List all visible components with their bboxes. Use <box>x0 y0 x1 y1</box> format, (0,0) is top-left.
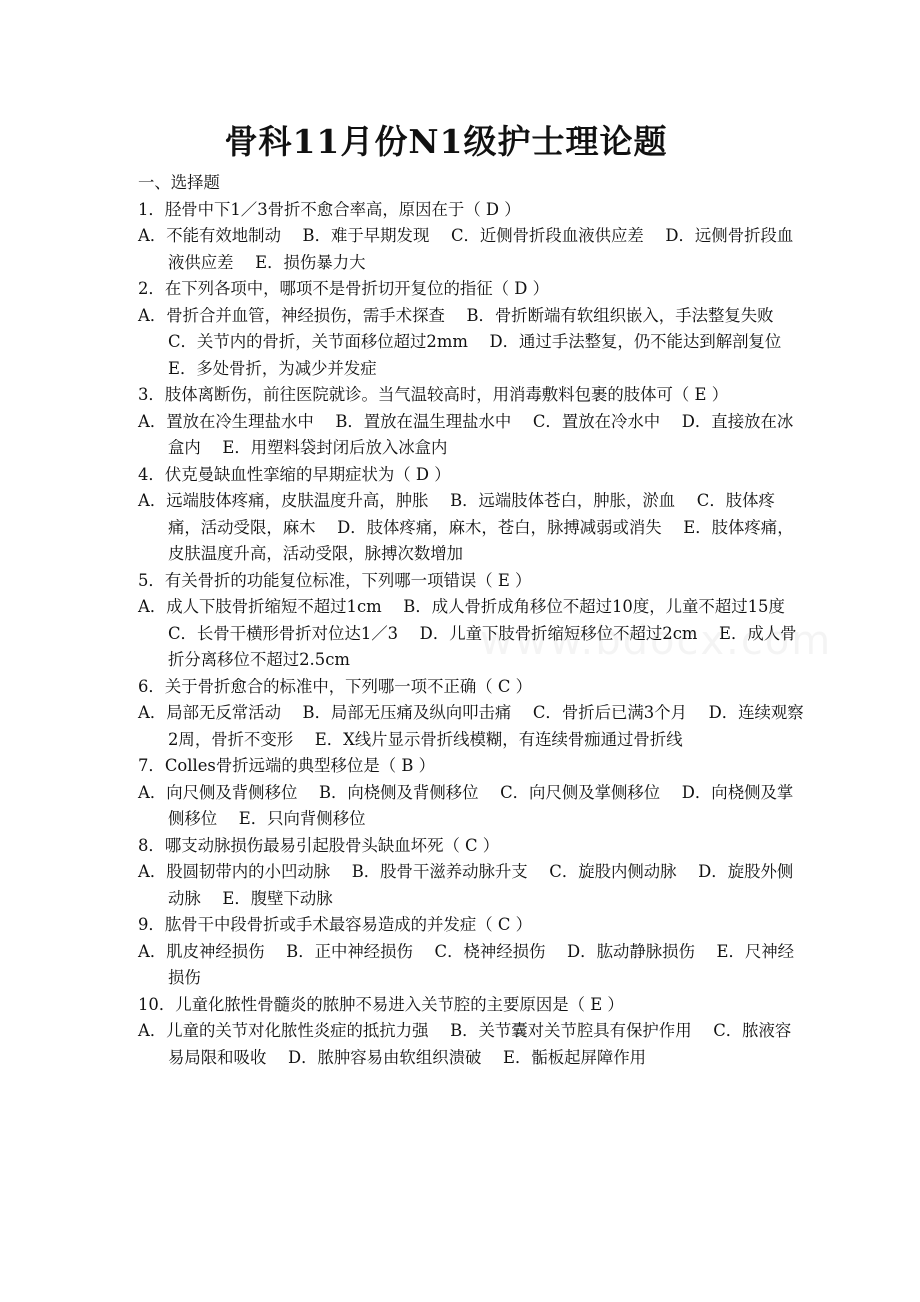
question-options: A．肌皮神经损伤 B．正中神经损伤 C．桡神经损伤 D．肱动静脉损伤 E．尺神经损伤 <box>138 941 795 987</box>
question-options: A．置放在冷生理盐水中 B．置放在温生理盐水中 C．置放在冷水中 D．直接放在冰盒内 E．用塑料袋封闭后放入冰盒内 <box>138 411 794 457</box>
document-title: 骨科11月份N1级护士理论题 <box>224 122 668 161</box>
question-stem: 9．肱骨干中段骨折或手术最容易造成的并发症（ C ） <box>138 915 532 934</box>
question-stem: 8．哪支动脉损伤最易引起股骨头缺血坏死（ C ） <box>138 835 500 855</box>
question-options: A．不能有效地制动 B．难于早期发现 C．近侧骨折段血液供应差 D．远侧骨折段血液供应差 E．损伤暴力大 <box>138 226 794 272</box>
question-options: A．骨折合并血管，神经损伤，需手术探查 B．骨折断端有软组织嵌入，手法整复失败 C．关节内的骨折，关节面移位超过2mm D．通过手法整复，仍不能达到解剖复位 E．多处骨折，为减少并发症 <box>138 305 803 378</box>
question-3 <box>138 382 806 462</box>
question-10 <box>138 992 806 1072</box>
question-stem: 5．有关骨折的功能复位标准，下列哪一项错误（ E ） <box>138 570 532 590</box>
question-options: A．远端肢体疼痛，皮肤温度升高，肿胀 B．远端肢体苍白，肿胀，淤血 C．肢体疼痛，活动受限，麻木 D．肢体疼痛，麻木，苍白，脉搏减弱或消失 E．肢体疼痛，皮肤温度升高，活动受限，脉搏次数增加 <box>138 491 794 563</box>
question-stem: 6．关于骨折愈合的标准中，下列哪一项不正确（ C ） <box>138 676 532 696</box>
question-6 <box>138 674 806 754</box>
question-9 <box>138 912 806 992</box>
question-options: A．局部无反常活动 B．局部无压痛及纵向叩击痛 C．骨折后已满3个月 D．连续观察2周，骨折不变形 E．X线片显示骨折线模糊，有连续骨痂通过骨折线 <box>138 703 804 749</box>
question-options: A．股圆韧带内的小凹动脉 B．股骨干滋养动脉升支 C．旋股内侧动脉 D．旋股外侧动脉 E．腹壁下动脉 <box>138 862 794 908</box>
question-stem: 7．Colles骨折远端的典型移位是（ B ） <box>138 756 435 775</box>
question-8 <box>138 833 806 913</box>
document-body <box>138 170 806 1071</box>
question-2 <box>138 276 806 382</box>
question-options: A．向尺侧及背侧移位 B．向桡侧及背侧移位 C．向尺侧及掌侧移位 D．向桡侧及掌侧移位 E．只向背侧移位 <box>138 782 794 828</box>
question-5 <box>138 568 806 674</box>
question-7 <box>138 753 806 833</box>
section-heading: 一、选择题 <box>138 173 220 192</box>
question-options: A．成人下肢骨折缩短不超过1cm B．成人骨折成角移位不超过10度，儿童不超过15度 C．长骨干横形骨折对位达1／3 D．儿童下肢骨折缩短移位不超过2cm E．成人骨折分离移位不超过2.5cm <box>138 597 807 669</box>
question-stem: 2．在下列各项中，哪项不是骨折切开复位的指征（ D ） <box>138 279 549 298</box>
question-stem: 10．儿童化脓性骨髓炎的脓肿不易进入关节腔的主要原因是（ E ） <box>138 994 624 1014</box>
question-stem: 1．胫骨中下1／3骨折不愈合率高，原因在于（ D ） <box>138 199 521 219</box>
question-stem: 4．伏克曼缺血性挛缩的早期症状为（ D ） <box>138 464 451 484</box>
question-4 <box>138 462 806 568</box>
question-1 <box>138 197 806 277</box>
question-options: A．儿童的关节对化脓性炎症的抵抗力强 B．关节囊对关节腔具有保护作用 C．脓液容易局限和吸收 D．脓肿容易由软组织溃破 E．骺板起屏障作用 <box>138 1021 792 1067</box>
question-stem: 3．肢体离断伤，前往医院就诊。当气温较高时，用消毒敷料包裹的肢体可（ E ） <box>138 385 729 404</box>
